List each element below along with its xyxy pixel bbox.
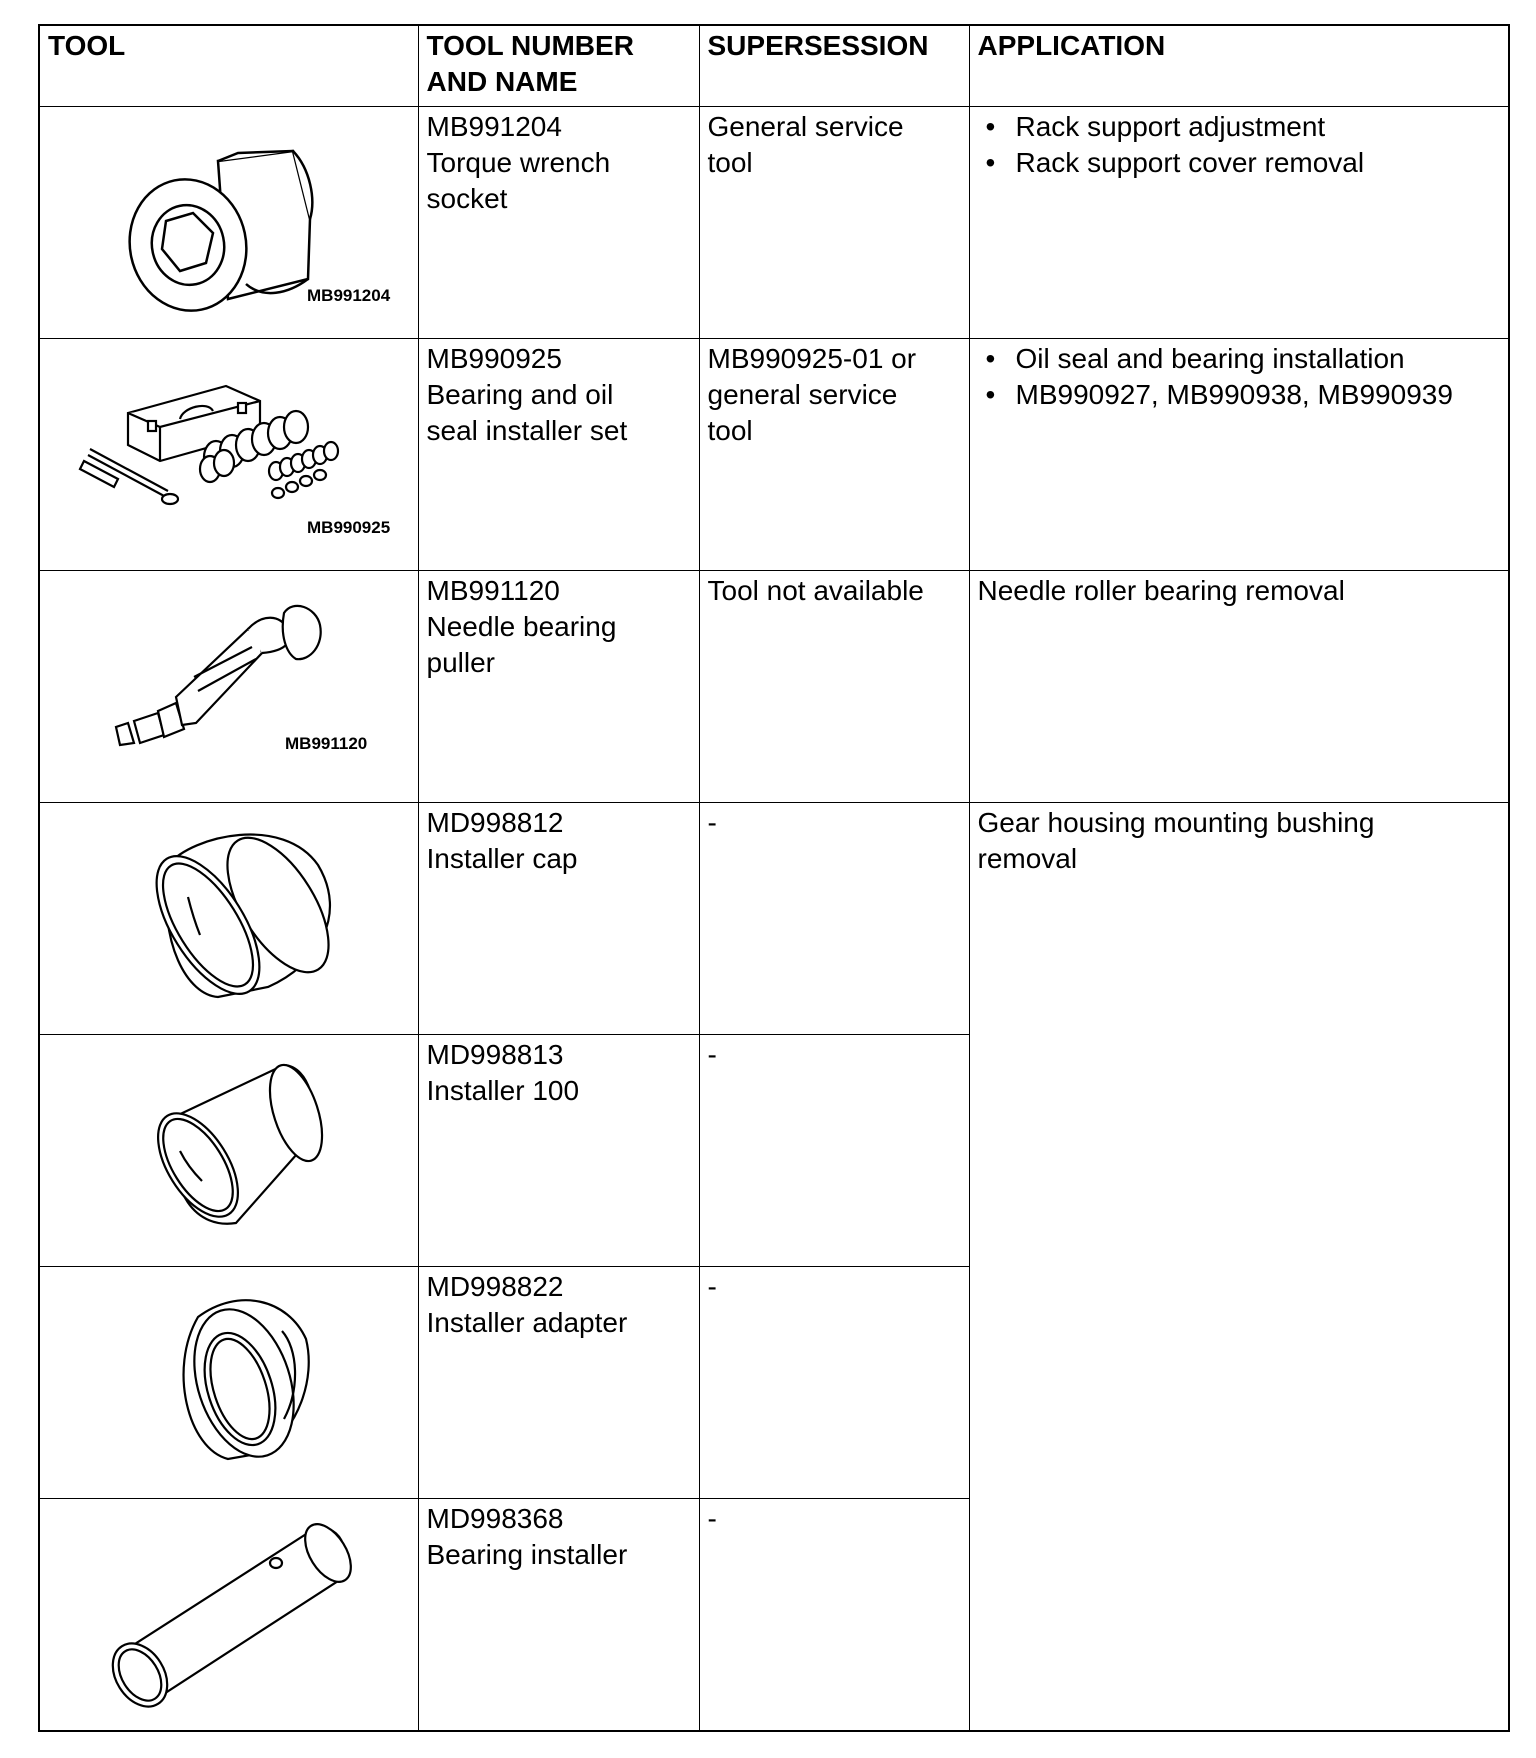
tool-image-cell [39,803,418,1035]
application-item: • MB990927, MB990938, MB990939 [986,377,1501,413]
tool-supersession: General service tool [699,107,969,339]
tool-application [969,107,1509,339]
table-row [39,571,1509,803]
tool-number-name: MB991120 Needle bearing puller [418,571,699,803]
tool-supersession: - [699,1499,969,1732]
tool-image-cell [39,1267,418,1499]
application-item: • Rack support cover removal [986,145,1501,181]
tool-image-label: MB991204 [307,286,391,305]
tool-supersession: - [699,1035,969,1267]
installer-cap-icon [48,805,418,1034]
header-supersession: SUPERSESSION [699,25,969,107]
installer-adapter-icon [48,1269,418,1498]
header-tool: TOOL [39,25,418,107]
tool-number-name: MD998812 Installer cap [418,803,699,1035]
tool-supersession: - [699,803,969,1035]
tool-number-name: MD998813 Installer 100 [418,1035,699,1267]
tool-image-cell [39,339,418,571]
torque-wrench-socket-icon [48,109,418,338]
tool-image-cell [39,107,418,339]
tool-application: Needle roller bearing removal [969,571,1509,803]
tool-image-cell [39,571,418,803]
tool-supersession: - [699,1267,969,1499]
application-list [978,341,1501,413]
tool-number-name: MD998368 Bearing installer [418,1499,699,1732]
installer-100-icon [48,1037,418,1266]
table-row [39,107,1509,339]
header-application: APPLICATION [969,25,1509,107]
tool-supersession: Tool not available [699,571,969,803]
tool-image-cell [39,1035,418,1267]
header-row [39,25,1509,107]
special-tools-table [38,24,1510,1732]
tool-application: Gear housing mounting bushing removal [969,803,1509,1732]
bearing-installer-icon [48,1501,418,1730]
installer-set-icon [48,341,418,570]
tool-number-name: MB990925 Bearing and oil seal installer set [418,339,699,571]
tool-image-cell [39,1499,418,1732]
tool-image-label: MB991120 [285,734,368,753]
application-list [978,109,1501,181]
tool-application [969,339,1509,571]
needle-bearing-puller-icon [48,573,418,802]
table-row [39,339,1509,571]
header-number-name: TOOL NUMBER AND NAME [418,25,699,107]
application-item: • Rack support adjustment [986,109,1501,145]
tool-number-name: MD998822 Installer adapter [418,1267,699,1499]
tool-supersession: MB990925-01 or general service tool [699,339,969,571]
tool-image-label: MB990925 [307,518,391,537]
table-row [39,803,1509,1035]
tool-number-name: MB991204 Torque wrench socket [418,107,699,339]
application-item: • Oil seal and bearing installation [986,341,1501,377]
